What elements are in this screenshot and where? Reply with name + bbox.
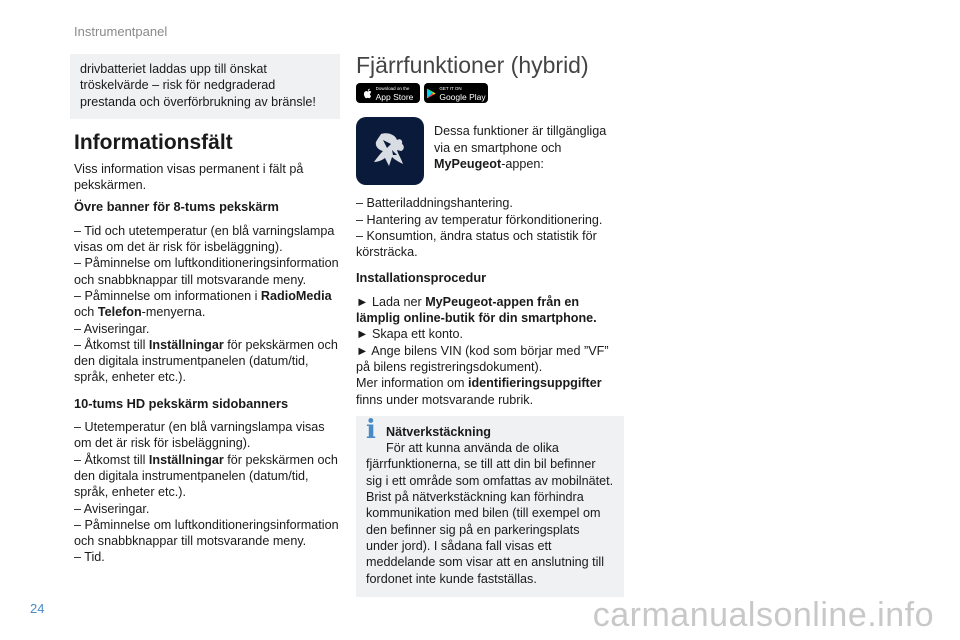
list-item: – Aviseringar. (74, 501, 150, 516)
google-play-small: GET IT ON (439, 86, 462, 92)
intro-text: Viss information visas permanent i fält på pekskärmen. (74, 161, 304, 193)
list-item: ► Lada ner MyPeugeot-appen från en lämplig online-butik för din smartphone. (356, 294, 597, 326)
list-item: – Åtkomst till Inställningar för pekskärmen och den digitala instrumentpanelen (datum/tid, språk, enheter etc.). (74, 337, 338, 385)
subheading-10-inch: 10-tums HD pekskärm sidobanners (74, 395, 289, 411)
feature-list (356, 195, 624, 260)
left-column (74, 54, 340, 566)
list-item: ► Skapa ett konto. (356, 327, 463, 342)
list-item: – Åtkomst till Inställningar för pekskärmen och den digitala instrumentpanelen (datum/tid, språk, enheter etc.). (74, 452, 338, 500)
right-column (356, 54, 624, 597)
install-steps (356, 294, 624, 408)
list-8-inch (74, 223, 340, 386)
watermark: carmanualsonline.info (592, 596, 934, 634)
app-info-text: Dessa funktioner är tillgängliga via en smartphone och MyPeugeot-appen: (434, 124, 607, 171)
google-play-badge[interactable] (424, 83, 488, 103)
warning-text: drivbatteriet laddas upp till önskat tröskelvärde – risk för nedgraderad prestanda och överförbrukning av bränsle! (80, 62, 316, 109)
section-heading-informationsfalt: Informationsfält (74, 130, 233, 154)
list-item: ► Ange bilens VIN (kod som börjar med ”VF” på bilens registreringsdokument). (356, 343, 609, 374)
list-item: – Påminnelse om luftkonditioneringsinformation och snabbknappar till motsvarande meny. (74, 256, 339, 287)
info-title: Nätverkstäckning (386, 424, 491, 439)
play-icon (426, 88, 436, 99)
app-store-small: Download on the (375, 86, 410, 92)
list-10-inch (74, 419, 340, 566)
app-store-label: App Store (375, 92, 414, 103)
info-icon: i (366, 414, 376, 445)
info-text: fjärrfunktionerna, se till att din bil befinner sig i ett område som omfattas av mobilnätet. Brist på nätverkstäckning kan förhindra kommunikation med bilen (till exempel om den befinner sig på en parkeringsplats under jord). I sådana fall visas ett meddelande som visar att en anslutning till fordonet inte kunde fastställas. (366, 457, 614, 586)
mypeugeot-app-icon (356, 117, 424, 185)
list-item: – Konsumtion, ändra status och statistik för körsträcka. (356, 228, 597, 260)
list-item: – Aviseringar. (74, 321, 150, 336)
list-item: – Batteriladdningshantering. (356, 196, 513, 211)
list-item: – Påminnelse om informationen i RadioMedia och Telefon-menyerna. (74, 288, 332, 320)
section-heading-remote: Fjärrfunktioner (hybrid) (356, 52, 589, 78)
subheading-installation: Installationsprocedur (356, 270, 487, 286)
subheading-8-inch: Övre banner för 8-tums pekskärm (74, 199, 279, 215)
list-item: – Utetemperatur (en blå varningslampa visas om det är risk för isbeläggning). (74, 420, 325, 451)
page-number: 24 (30, 601, 45, 616)
apple-icon (363, 88, 373, 99)
app-info (356, 117, 624, 185)
running-header: Instrumentpanel (74, 24, 168, 39)
info-line: För att kunna använda de olika (386, 441, 559, 456)
list-item: – Påminnelse om luftkonditioneringsinformation och snabbknappar till motsvarande meny. (74, 517, 339, 549)
network-info-box (356, 416, 624, 597)
list-item: – Hantering av temperatur förkonditionering. (356, 212, 603, 227)
google-play-label: Google Play (439, 92, 486, 103)
warning-box (70, 54, 340, 119)
list-item: Mer information om identifieringsuppgifter finns under motsvarande rubrik. (356, 376, 602, 407)
store-badges (356, 83, 624, 103)
list-item: – Tid. (74, 550, 105, 565)
peugeot-lion-icon (367, 128, 413, 174)
app-store-badge[interactable] (356, 83, 420, 103)
list-item: – Tid och utetemperatur (en blå varningslampa visas om det är risk för isbeläggning). (74, 223, 335, 255)
